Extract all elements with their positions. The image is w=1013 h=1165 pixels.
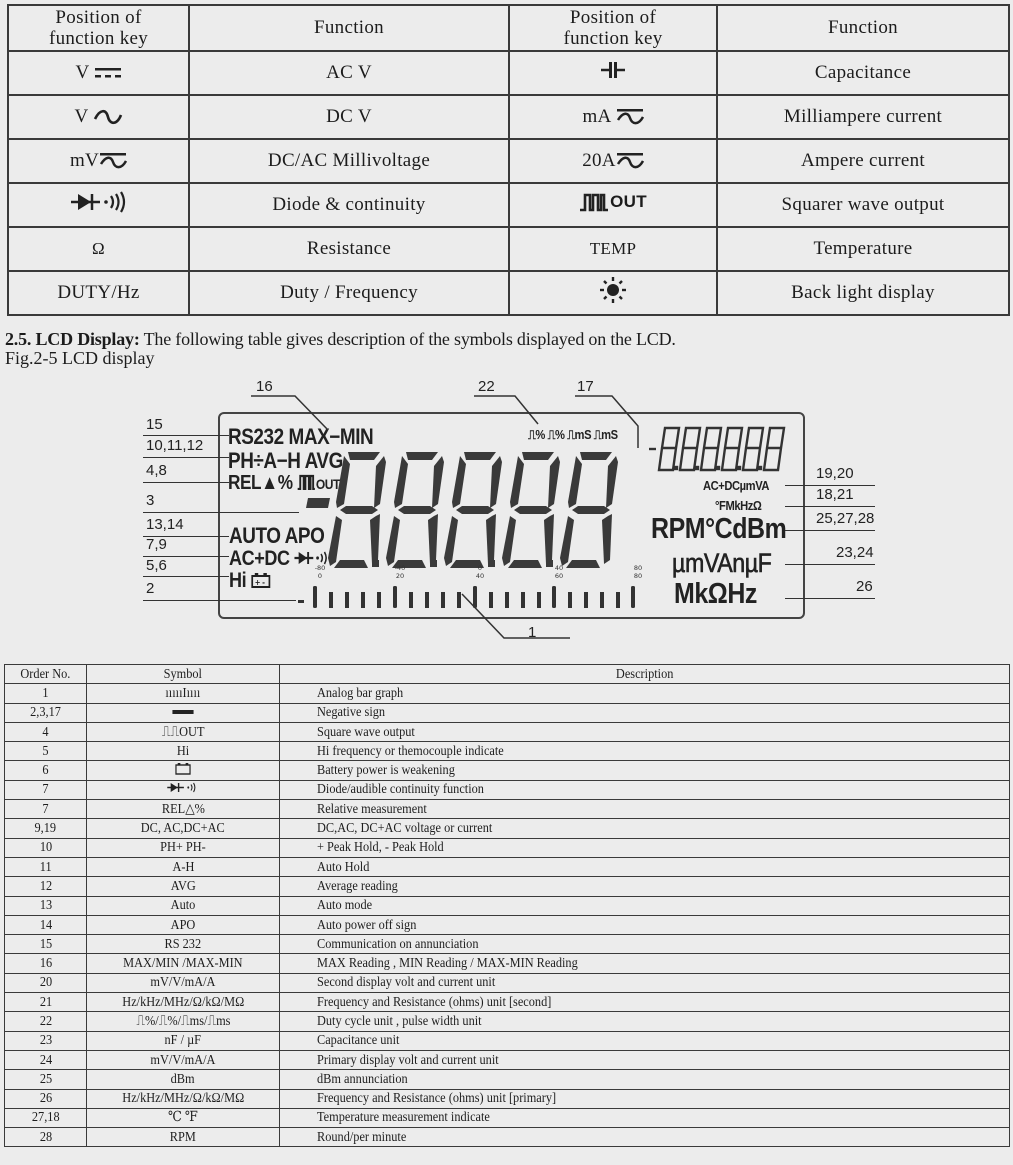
key-function: Milliampere current	[717, 95, 1009, 139]
dc-ac-symbol-icon	[616, 108, 644, 126]
callout-label: 17	[577, 378, 594, 395]
annunciator-hi	[229, 569, 271, 593]
annunciator-second-units-2: °FMkHzΩ	[715, 498, 762, 513]
symbol-cell-text: ıııııIıııı	[165, 685, 201, 701]
order-no-cell	[5, 1031, 87, 1050]
key-function: Diode & continuity	[189, 183, 509, 227]
annunciator-second-units-1: AC+DCµmVA	[703, 478, 770, 493]
lcd-symbol-table	[4, 664, 1010, 1147]
symbol-cell	[87, 1070, 280, 1089]
description-cell	[280, 993, 1010, 1012]
symbol-cell	[87, 1031, 280, 1050]
symbol-cell	[87, 877, 280, 896]
table-row	[5, 703, 1010, 722]
symbol-cell	[87, 838, 280, 857]
section-intro: The following table gives description of the symbols displayed on the LCD.	[139, 329, 676, 349]
order-no-cell	[5, 703, 87, 722]
table-row	[5, 1070, 1010, 1089]
description-cell	[280, 1089, 1010, 1108]
bar-scale-bottom-label: 0	[317, 572, 323, 580]
key-label: OUT	[610, 192, 647, 211]
table-row	[5, 684, 1010, 703]
description-cell-text: Primary display volt and current unit	[317, 1052, 499, 1068]
order-no-cell	[5, 877, 87, 896]
function-key-table	[7, 4, 1010, 316]
callout-label: 25,27,28	[816, 510, 875, 527]
key-position	[8, 183, 189, 227]
symbol-cell	[87, 993, 280, 1012]
key-position: Ω	[8, 227, 189, 271]
table-row	[5, 857, 1010, 876]
symbol-table-header	[5, 665, 1010, 684]
symbol-cell-text: MAX/MIN /MAX-MIN	[123, 956, 243, 972]
description-cell-text: + Peak Hold, - Peak Hold	[317, 840, 444, 856]
order-no-cell-text: 9,19	[34, 821, 57, 837]
description-cell	[280, 722, 1010, 741]
description-cell-text: Temperature measurement indicate	[317, 1110, 490, 1126]
table-row	[5, 761, 1010, 780]
leader-line	[143, 482, 229, 483]
symbol-cell-text: PH+ PH-	[160, 840, 206, 856]
table-row	[5, 877, 1010, 896]
table-row	[5, 1012, 1010, 1031]
capacitor-icon	[599, 60, 627, 80]
order-no-cell-text: 15	[39, 936, 52, 952]
section-number-title: 2.5. LCD Display:	[5, 329, 140, 349]
symbol-cell	[87, 780, 280, 799]
description-cell	[280, 819, 1010, 838]
callout-label: 16	[256, 378, 273, 395]
bar-scale-top-label: 40	[554, 564, 564, 572]
header-text: Symbol	[163, 666, 203, 682]
leader-line	[785, 564, 875, 565]
table-row	[5, 1128, 1010, 1147]
symbol-cell-text: nF / µF	[164, 1033, 202, 1049]
annunciator-auto-apo: AUTO APO	[229, 523, 325, 548]
description-cell-text: Duty cycle unit , pulse width unit	[317, 1013, 482, 1029]
order-no-cell-text: 11	[39, 859, 52, 875]
leader-line	[460, 592, 580, 642]
order-no-cell	[5, 857, 87, 876]
description-cell	[280, 896, 1010, 915]
table-row	[5, 1089, 1010, 1108]
annunciator-rel-label: REL▲%	[228, 472, 293, 494]
key-position	[509, 51, 717, 95]
annunciator-hi-label: Hi	[229, 569, 247, 592]
order-no-cell-text: 13	[39, 898, 52, 914]
function-key-row	[8, 227, 1009, 271]
symbol-cell	[87, 896, 280, 915]
table-row	[5, 780, 1010, 799]
header-position-right	[509, 5, 717, 51]
callout-label: 13,14	[146, 516, 184, 533]
description-cell	[280, 780, 1010, 799]
table-row	[5, 1108, 1010, 1127]
symbol-cell	[87, 703, 280, 722]
order-no-cell	[5, 1128, 87, 1147]
order-no-cell	[5, 915, 87, 934]
function-key-header-row	[8, 5, 1009, 51]
symbol-cell	[87, 819, 280, 838]
header-order-no	[5, 665, 87, 684]
description-cell-text: Square wave output	[317, 724, 415, 740]
order-no-cell-text: 4	[42, 724, 49, 740]
order-no-cell-text: 12	[39, 878, 52, 894]
description-cell	[280, 1050, 1010, 1069]
order-no-cell	[5, 993, 87, 1012]
dc-ac-symbol-icon	[616, 152, 644, 170]
symbol-cell-text: RS 232	[164, 936, 202, 952]
order-no-cell	[5, 761, 87, 780]
order-no-cell	[5, 722, 87, 741]
order-no-cell	[5, 1089, 87, 1108]
table-row	[5, 800, 1010, 819]
symbol-cell	[87, 1128, 280, 1147]
order-no-cell-text: 16	[39, 956, 52, 972]
symbol-cell-text: A-H	[172, 859, 194, 875]
symbol-cell-text: DC, AC,DC+AC	[141, 821, 225, 837]
description-cell-text: DC,AC, DC+AC voltage or current	[317, 821, 493, 837]
callout-label: 26	[856, 578, 873, 595]
leader-line	[473, 394, 543, 434]
symbol-cell	[87, 915, 280, 934]
bar-scale-top-label: 0	[477, 564, 483, 572]
symbol-cell-text: AVG	[170, 878, 196, 894]
description-cell	[280, 838, 1010, 857]
symbol-cell-text: Auto	[170, 898, 196, 914]
symbol-cell	[87, 1108, 280, 1127]
function-key-row	[8, 271, 1009, 315]
diode-continuity-icon	[167, 781, 199, 799]
key-function: Capacitance	[717, 51, 1009, 95]
callout-label: 5,6	[146, 557, 167, 574]
symbol-cell	[87, 973, 280, 992]
key-function: Resistance	[189, 227, 509, 271]
symbol-cell-text: dBm	[171, 1071, 195, 1087]
description-cell-text: Capacitance unit	[317, 1033, 400, 1049]
symbol-cell	[87, 954, 280, 973]
order-no-cell	[5, 838, 87, 857]
description-cell	[280, 877, 1010, 896]
symbol-cell	[87, 761, 280, 780]
callout-label: 19,20	[816, 465, 854, 482]
leader-line	[143, 457, 229, 458]
square-wave-icon	[579, 192, 609, 212]
table-row	[5, 993, 1010, 1012]
bar-scale-bottom-label: 40	[475, 572, 485, 580]
callout-label: 1	[528, 624, 537, 641]
dc-ac-symbol-icon	[99, 152, 127, 170]
secondary-digit-display	[648, 425, 788, 475]
table-row	[5, 896, 1010, 915]
header-function-right: Function	[717, 5, 1009, 51]
callout-label: 18,21	[816, 486, 854, 503]
leader-line	[143, 600, 296, 601]
description-cell-text: Second display volt and current unit	[317, 975, 496, 991]
table-row	[5, 1031, 1010, 1050]
lcd-diagram	[0, 370, 1013, 655]
sun-backlight-icon	[599, 276, 627, 304]
function-key-row	[8, 139, 1009, 183]
bar-scale-bottom-label: 20	[395, 572, 405, 580]
description-cell-text: Frequency and Resistance (ohms) unit [second]	[317, 994, 552, 1010]
key-position: DUTY/Hz	[8, 271, 189, 315]
key-function: Ampere current	[717, 139, 1009, 183]
order-no-cell-text: 1	[42, 685, 49, 701]
description-cell	[280, 742, 1010, 761]
key-function: Duty / Frequency	[189, 271, 509, 315]
bar-scale-top-label: -40	[394, 564, 406, 572]
order-no-cell	[5, 1070, 87, 1089]
symbol-cell	[87, 684, 280, 703]
callout-label: 15	[146, 416, 163, 433]
description-cell-text: dBm annunciation	[317, 1071, 408, 1087]
description-cell	[280, 1012, 1010, 1031]
table-row	[5, 915, 1010, 934]
key-function: DC V	[189, 95, 509, 139]
leader-line	[785, 530, 875, 531]
order-no-cell-text: 28	[39, 1129, 52, 1145]
table-row	[5, 742, 1010, 761]
description-cell-text: Auto power off sign	[317, 917, 417, 933]
key-function: Squarer wave output	[717, 183, 1009, 227]
key-position	[8, 95, 189, 139]
order-no-cell	[5, 819, 87, 838]
symbol-cell-text: Hz/kHz/MHz/Ω/kΩ/MΩ	[122, 994, 244, 1010]
order-no-cell-text: 6	[42, 763, 49, 779]
description-cell-text: Frequency and Resistance (ohms) unit [primary]	[317, 1091, 557, 1107]
key-function: DC/AC Millivoltage	[189, 139, 509, 183]
dc-symbol-icon	[94, 66, 122, 80]
annunciator-primary-freq: MkΩHz	[674, 578, 757, 610]
table-row	[5, 954, 1010, 973]
diode-continuity-icon	[70, 191, 128, 213]
order-no-cell-text: 10	[39, 840, 52, 856]
description-cell	[280, 935, 1010, 954]
order-no-cell-text: 7	[42, 801, 49, 817]
callout-label: 7,9	[146, 536, 167, 553]
order-no-cell-text: 2,3,17	[30, 705, 61, 721]
annunciator-out-label: OUT	[315, 476, 340, 492]
table-row	[5, 722, 1010, 741]
annunciator-rs232-maxmin: RS232 MAX−MIN	[228, 424, 374, 449]
symbol-cell-text: mV/V/mA/A	[150, 975, 216, 991]
symbol-cell-text: Hz/kHz/MHz/Ω/kΩ/MΩ	[122, 1091, 244, 1107]
header-text: Order No.	[20, 666, 71, 682]
symbol-cell	[87, 1089, 280, 1108]
ac-wave-icon	[93, 109, 123, 125]
symbol-cell-text: REL△%	[161, 801, 205, 817]
description-cell-text: Relative measurement	[317, 801, 427, 817]
symbol-cell	[87, 800, 280, 819]
key-function: AC V	[189, 51, 509, 95]
leader-line	[785, 506, 875, 507]
description-cell-text: Round/per minute	[317, 1129, 407, 1145]
key-label: V	[75, 62, 90, 83]
key-label: mV	[69, 150, 100, 171]
table-row	[5, 819, 1010, 838]
leader-line	[143, 435, 229, 436]
order-no-cell-text: 21	[39, 994, 52, 1010]
header-position-line1: Position of	[55, 7, 142, 28]
symbol-cell-text: Hi	[176, 743, 190, 759]
header-position-line2: function key	[48, 28, 149, 49]
order-no-cell-text: 27,18	[31, 1110, 60, 1126]
table-row	[5, 935, 1010, 954]
symbol-cell-text: RPM	[169, 1129, 197, 1145]
annunciator-primary-units: µmVAnµF	[672, 548, 772, 578]
description-cell	[280, 703, 1010, 722]
callout-label: 2	[146, 580, 155, 597]
symbol-cell	[87, 935, 280, 954]
order-no-cell-text: 20	[39, 975, 52, 991]
symbol-cell-text: mV/V/mA/A	[150, 1052, 216, 1068]
key-position: TEMP	[509, 227, 717, 271]
leader-line	[143, 576, 229, 577]
order-no-cell	[5, 1108, 87, 1127]
description-cell	[280, 1128, 1010, 1147]
symbol-cell	[87, 857, 280, 876]
leader-line	[574, 394, 654, 454]
table-row	[5, 1050, 1010, 1069]
key-position	[509, 183, 717, 227]
order-no-cell-text: 24	[39, 1052, 52, 1068]
leader-line	[143, 512, 299, 513]
order-no-cell-text: 25	[39, 1071, 52, 1087]
primary-digit-display	[300, 450, 645, 575]
header-position	[8, 5, 189, 51]
order-no-cell	[5, 896, 87, 915]
callout-label: 23,24	[836, 544, 874, 561]
description-cell-text: Analog bar graph	[317, 685, 404, 701]
description-cell	[280, 1108, 1010, 1127]
symbol-cell-text: ℃ ℉	[168, 1110, 198, 1126]
description-cell-text: Negative sign	[317, 705, 386, 721]
table-row	[5, 838, 1010, 857]
order-no-cell	[5, 935, 87, 954]
order-no-cell-text: 14	[39, 917, 52, 933]
order-no-cell	[5, 684, 87, 703]
figure-caption: Fig.2-5 LCD display	[5, 348, 155, 368]
description-cell	[280, 1070, 1010, 1089]
annunciator-acdc-label: AC+DC	[229, 547, 290, 570]
function-key-row	[8, 51, 1009, 95]
symbol-cell	[87, 742, 280, 761]
order-no-cell	[5, 1012, 87, 1031]
symbol-cell-text: ⎍%/⎍%/⎍ms/⎍ms	[135, 1013, 231, 1029]
key-label: 20A	[582, 150, 616, 171]
description-cell-text: Auto Hold	[317, 859, 370, 875]
description-cell-text: MAX Reading , MIN Reading / MAX-MIN Reading	[317, 956, 578, 972]
description-cell-text: Average reading	[317, 878, 398, 894]
symbol-cell	[87, 1012, 280, 1031]
annunciator-ph-ah-avg: PH÷A−H AVG	[228, 448, 343, 473]
order-no-cell	[5, 1050, 87, 1069]
leader-line	[250, 394, 330, 434]
header-function: Function	[189, 5, 509, 51]
callout-label: 4,8	[146, 462, 167, 479]
battery-icon	[251, 572, 272, 588]
order-no-cell	[5, 973, 87, 992]
order-no-cell-text: 22	[39, 1013, 52, 1029]
description-cell	[280, 800, 1010, 819]
key-label: mA	[582, 106, 612, 127]
key-position	[8, 139, 189, 183]
header-symbol	[87, 665, 280, 684]
svg-text:+ -: + -	[255, 577, 265, 588]
symbol-cell-text: ⎍⎍OUT	[161, 724, 205, 740]
description-cell-text: Diode/audible continuity function	[317, 782, 484, 798]
order-no-cell-text: 23	[39, 1033, 52, 1049]
symbol-cell	[87, 722, 280, 741]
header-position-line1: Position of	[569, 7, 657, 28]
key-function: Back light display	[717, 271, 1009, 315]
description-cell	[280, 915, 1010, 934]
description-cell	[280, 761, 1010, 780]
description-cell-text: Battery power is weakening	[317, 763, 455, 779]
description-cell-text: Communication on annunciation	[317, 936, 479, 952]
symbol-cell-text: APO	[170, 917, 196, 933]
battery-icon	[175, 762, 191, 780]
order-no-cell	[5, 780, 87, 799]
description-cell	[280, 973, 1010, 992]
section-heading	[5, 329, 676, 350]
key-position	[509, 139, 717, 183]
order-no-cell-text: 26	[39, 1091, 52, 1107]
header-text: Description	[615, 666, 674, 682]
order-no-cell	[5, 742, 87, 761]
key-position	[509, 95, 717, 139]
function-key-row	[8, 95, 1009, 139]
function-key-row	[8, 183, 1009, 227]
order-no-cell	[5, 800, 87, 819]
bar-scale-top-label: -80	[314, 564, 326, 572]
table-row	[5, 973, 1010, 992]
header-description	[280, 665, 1010, 684]
bar-scale-bottom-label: 80	[633, 572, 643, 580]
leader-line	[785, 598, 875, 599]
annunciator-duty-units: ⎍% ⎍% ⎍mS ⎍mS	[528, 427, 618, 442]
bar-scale-bottom-label: 60	[554, 572, 564, 580]
callout-label: 3	[146, 492, 155, 509]
symbol-cell	[87, 1050, 280, 1069]
description-cell	[280, 684, 1010, 703]
bar-scale-top-label: 80	[633, 564, 643, 572]
annunciator-rpm-c-dbm: RPM°CdBm	[651, 513, 787, 545]
order-no-cell	[5, 954, 87, 973]
order-no-cell-text: 7	[42, 782, 49, 798]
negative-sign-icon	[172, 704, 195, 721]
callout-label: 10,11,12	[146, 437, 204, 454]
description-cell-text: Hi frequency or themocouple indicate	[317, 743, 504, 759]
header-position-line2: function key	[563, 28, 663, 49]
description-cell-text: Auto mode	[317, 898, 373, 914]
key-position	[8, 51, 189, 95]
key-function: Temperature	[717, 227, 1009, 271]
description-cell	[280, 857, 1010, 876]
order-no-cell-text: 5	[42, 743, 49, 759]
description-cell	[280, 954, 1010, 973]
description-cell	[280, 1031, 1010, 1050]
key-position	[509, 271, 717, 315]
callout-label: 22	[478, 378, 495, 395]
key-label: V	[74, 106, 89, 127]
